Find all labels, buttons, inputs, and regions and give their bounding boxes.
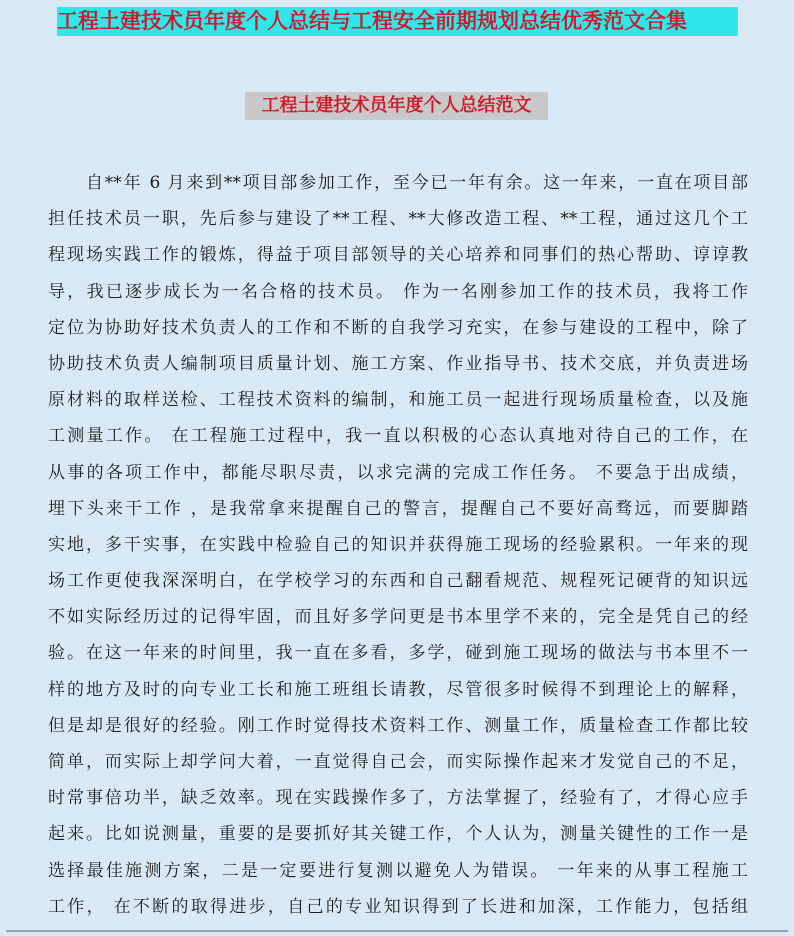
body-text-line: 场工作更使我深深明白，在学校学习的东西和自己翻看规范、规程死记硬背的知识远 <box>48 571 748 592</box>
body-text-line: 时常事倍功半，缺乏效率。现在实践操作多了，方法掌握了，经验有了，才得心应手 <box>48 788 748 809</box>
body-text-line: 起来。比如说测量，重要的是要抓好其关键工作，个人认为，测量关键性的工作一是 <box>48 824 748 845</box>
body-text-line: 自**年 6 月来到**项目部参加工作，至今已一年有余。这一年来，一直在项目部 <box>86 173 748 193</box>
body-text-line: 定位为协助好技术负责人的工作和不断的自我学习充实，在参与建设的工程中，除了 <box>48 317 748 338</box>
body-text-line: 简单，而实际上却学问大着，一直觉得自己会，而实际操作起来才发觉自己的不足， <box>48 752 748 772</box>
body-text-line: 工作， 在不断的取得进步，自己的专业知识得到了长进和加深，工作能力，包括组 <box>48 896 748 917</box>
body-text-line: 原材料的取样送检、工程技术资料的编制，和施工员一起进行现场质量检查，以及施 <box>48 390 748 411</box>
body-paragraph <box>48 165 748 925</box>
body-text-line: 埋下头来干工作 ，是我常拿来提醒自己的警言，提醒自己不要好高骛远，而要脚踏 <box>48 498 748 519</box>
body-text-line: 导，我已逐步成长为一名合格的技术员。 作为一名刚参加工作的技术员，我将工作 <box>48 281 748 302</box>
page-bottom-divider <box>6 930 788 932</box>
body-text-line: 工测量工作。 在工程施工过程中，我一直以积极的心态认真地对待自己的工作，在 <box>48 426 748 447</box>
document-main-title: 工程土建技术员年度个人总结与工程安全前期规划总结优秀范文合集 <box>57 7 738 36</box>
body-text-line: 协助技术负责人编制项目质量计划、施工方案、作业指导书、技术交底，并负责进场 <box>48 353 748 374</box>
section-title: 工程土建技术员年度个人总结范文 <box>245 92 548 120</box>
body-text-line: 样的地方及时的向专业工长和施工班组长请教，尽管很多时候得不到理论上的解释， <box>48 679 748 700</box>
body-text-line: 实地，多干实事，在实践中检验自己的知识并获得施工现场的经验累积。一年来的现 <box>48 534 748 555</box>
body-text-line: 从事的各项工作中，都能尽职尽责，以求完满的完成工作任务。 不要急于出成绩， <box>48 462 748 483</box>
body-text-line: 程现场实践工作的锻炼，得益于项目部领导的关心培养和同事们的热心帮助、谆谆教 <box>48 245 748 266</box>
body-text-line: 但是却是很好的经验。刚工作时觉得技术资料工作、测量工作，质量检查工作都比较 <box>48 715 748 736</box>
body-text-line: 担任技术员一职，先后参与建设了**工程、**大修改造工程、**工程，通过这几个工 <box>48 209 748 230</box>
body-text-line: 不如实际经历过的记得牢固，而且好多学问更是书本里学不来的，完全是凭自己的经 <box>48 607 748 628</box>
body-text-line: 验。在这一年来的时间里，我一直在多看，多学，碰到施工现场的做法与书本里不一 <box>48 643 748 664</box>
body-text-line: 选择最佳施测方案，二是一定要进行复测以避免人为错误。 一年来的从事工程施工 <box>48 860 748 881</box>
